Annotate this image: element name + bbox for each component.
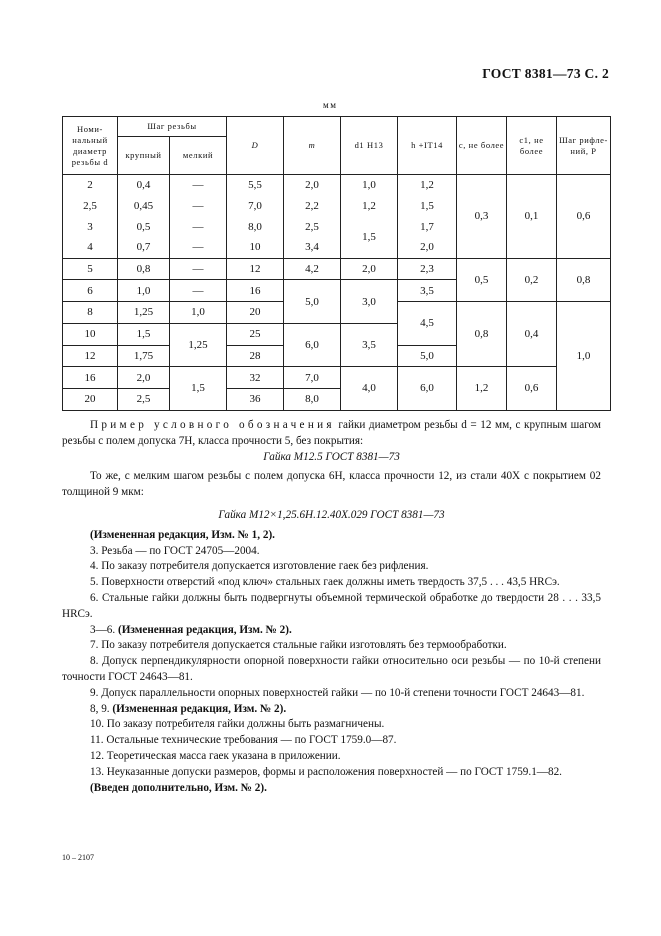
table-row: 8 1,25 1,0 20 4,5 0,8 0,4 1,0 — [63, 302, 611, 324]
clause-3: 3. Резьба — по ГОСТ 24705—2004. — [90, 544, 260, 557]
clause-8-9-note: 8, 9. (Измененная редакция, Изм. № 2). — [90, 702, 287, 715]
clause-13: 13. Неуказанные допуски размеров, формы и расположения поверхностей — по ГОСТ 1759.1—82. — [90, 765, 562, 778]
table-row: 3 0,5 — 8,0 2,5 1,5 1,7 — [63, 216, 611, 237]
unit-label: мм — [323, 100, 338, 110]
example-2-code: Гайка М12×1,25.6H.12.40X.029 ГОСТ 8381—73 — [218, 508, 445, 521]
page-header: ГОСТ 8381—73 С. 2 — [482, 66, 609, 81]
col-D: D — [227, 117, 284, 175]
table-row: 2,5 0,45 — 7,0 2,2 1,2 1,5 — [63, 196, 611, 217]
clause-4: 4. По заказу потребителя допускается изготовление гаек без рифления. — [90, 560, 429, 573]
clause-7: 7. По заказу потребителя допускается стальные гайки изготовлять без термообработки. — [90, 639, 507, 652]
example-1-code: Гайка М12.5 ГОСТ 8381—73 — [263, 450, 400, 463]
col-nominal-diameter: Номи-нальный диаметр резьбы d — [63, 117, 118, 175]
edition-note: (Измененная редакция, Изм. № 1, 2). — [90, 528, 275, 541]
table-row: 5 0,8 — 12 4,2 2,0 2,3 0,5 0,2 0,8 — [63, 258, 611, 280]
col-c: с, не более — [457, 117, 507, 175]
col-d1: d1 H13 — [341, 117, 398, 175]
col-thread-pitch: Шаг резьбы — [118, 117, 227, 137]
clause-12: 12. Теоретическая масса гаек указана в приложении. — [90, 749, 341, 762]
clause-11: 11. Остальные технические требования — по ГОСТ 1759.0—87. — [90, 734, 397, 747]
col-P: Шаг рифле-ний, P — [557, 117, 611, 175]
clause-8: 8. Допуск перпендикулярности опорной поверхности гайки относительно оси резьбы — по 10-й степени точности ГОСТ 24643—81. — [62, 655, 601, 683]
addition-note: (Введен дополнительно, Изм. № 2). — [90, 781, 267, 794]
table-row: 10 1,5 1,25 25 6,0 3,5 — [63, 323, 611, 345]
document-body — [62, 418, 601, 796]
table-row: 12 1,75 28 5,0 — [63, 345, 611, 367]
col-h: h +IT14 — [398, 117, 457, 175]
table-row: 20 2,5 36 8,0 — [63, 388, 611, 410]
table-row: 2 0,4 — 5,5 2,0 1,0 1,2 0,3 0,1 0,6 — [63, 175, 611, 196]
clause-9: 9. Допуск параллельности опорных поверхностей гайки — по 10-й степени точности ГОСТ 24643—81. — [90, 686, 585, 699]
col-fine: мелкий — [170, 137, 227, 175]
clause-5: 5. Поверхности отверстий «под ключ» стальных гаек должны иметь твердость 37,5 . . . 43,5 HRCэ. — [90, 576, 560, 589]
col-coarse: крупный — [118, 137, 170, 175]
col-c1: c1, не более — [507, 117, 557, 175]
page-footer: 10 – 2107 — [62, 853, 94, 862]
clause-3-6-note: 3—6. (Измененная редакция, Изм. № 2). — [90, 623, 292, 636]
dimensions-table — [62, 116, 611, 411]
table-row: 6 1,0 — 16 5,0 3,0 3,5 — [63, 280, 611, 302]
clause-10: 10. По заказу потребителя гайки должны быть размагничены. — [90, 718, 385, 731]
col-m: m — [284, 117, 341, 175]
example-2: То же, с мелким шагом резьбы с полем допуска 6H, класса прочности 12, из стали 40X с покрытием 02 толщиной 9 мкм: — [62, 470, 601, 499]
table-row: 16 2,0 1,5 32 7,0 4,0 6,0 1,2 0,6 — [63, 367, 611, 389]
clause-6: 6. Стальные гайки должны быть подвергнуты объемной термической обработке до твердости 28 . . . 33,5 HRCэ. — [62, 591, 601, 620]
example-1: Пример условного обозначения гайки диаметром резьбы d = 12 мм, с крупным шагом резьбы с полем допуска 7H, класса прочности 5, без покрытия: — [62, 419, 601, 447]
table-row: 4 0,7 — 10 3,4 2,0 — [63, 237, 611, 258]
